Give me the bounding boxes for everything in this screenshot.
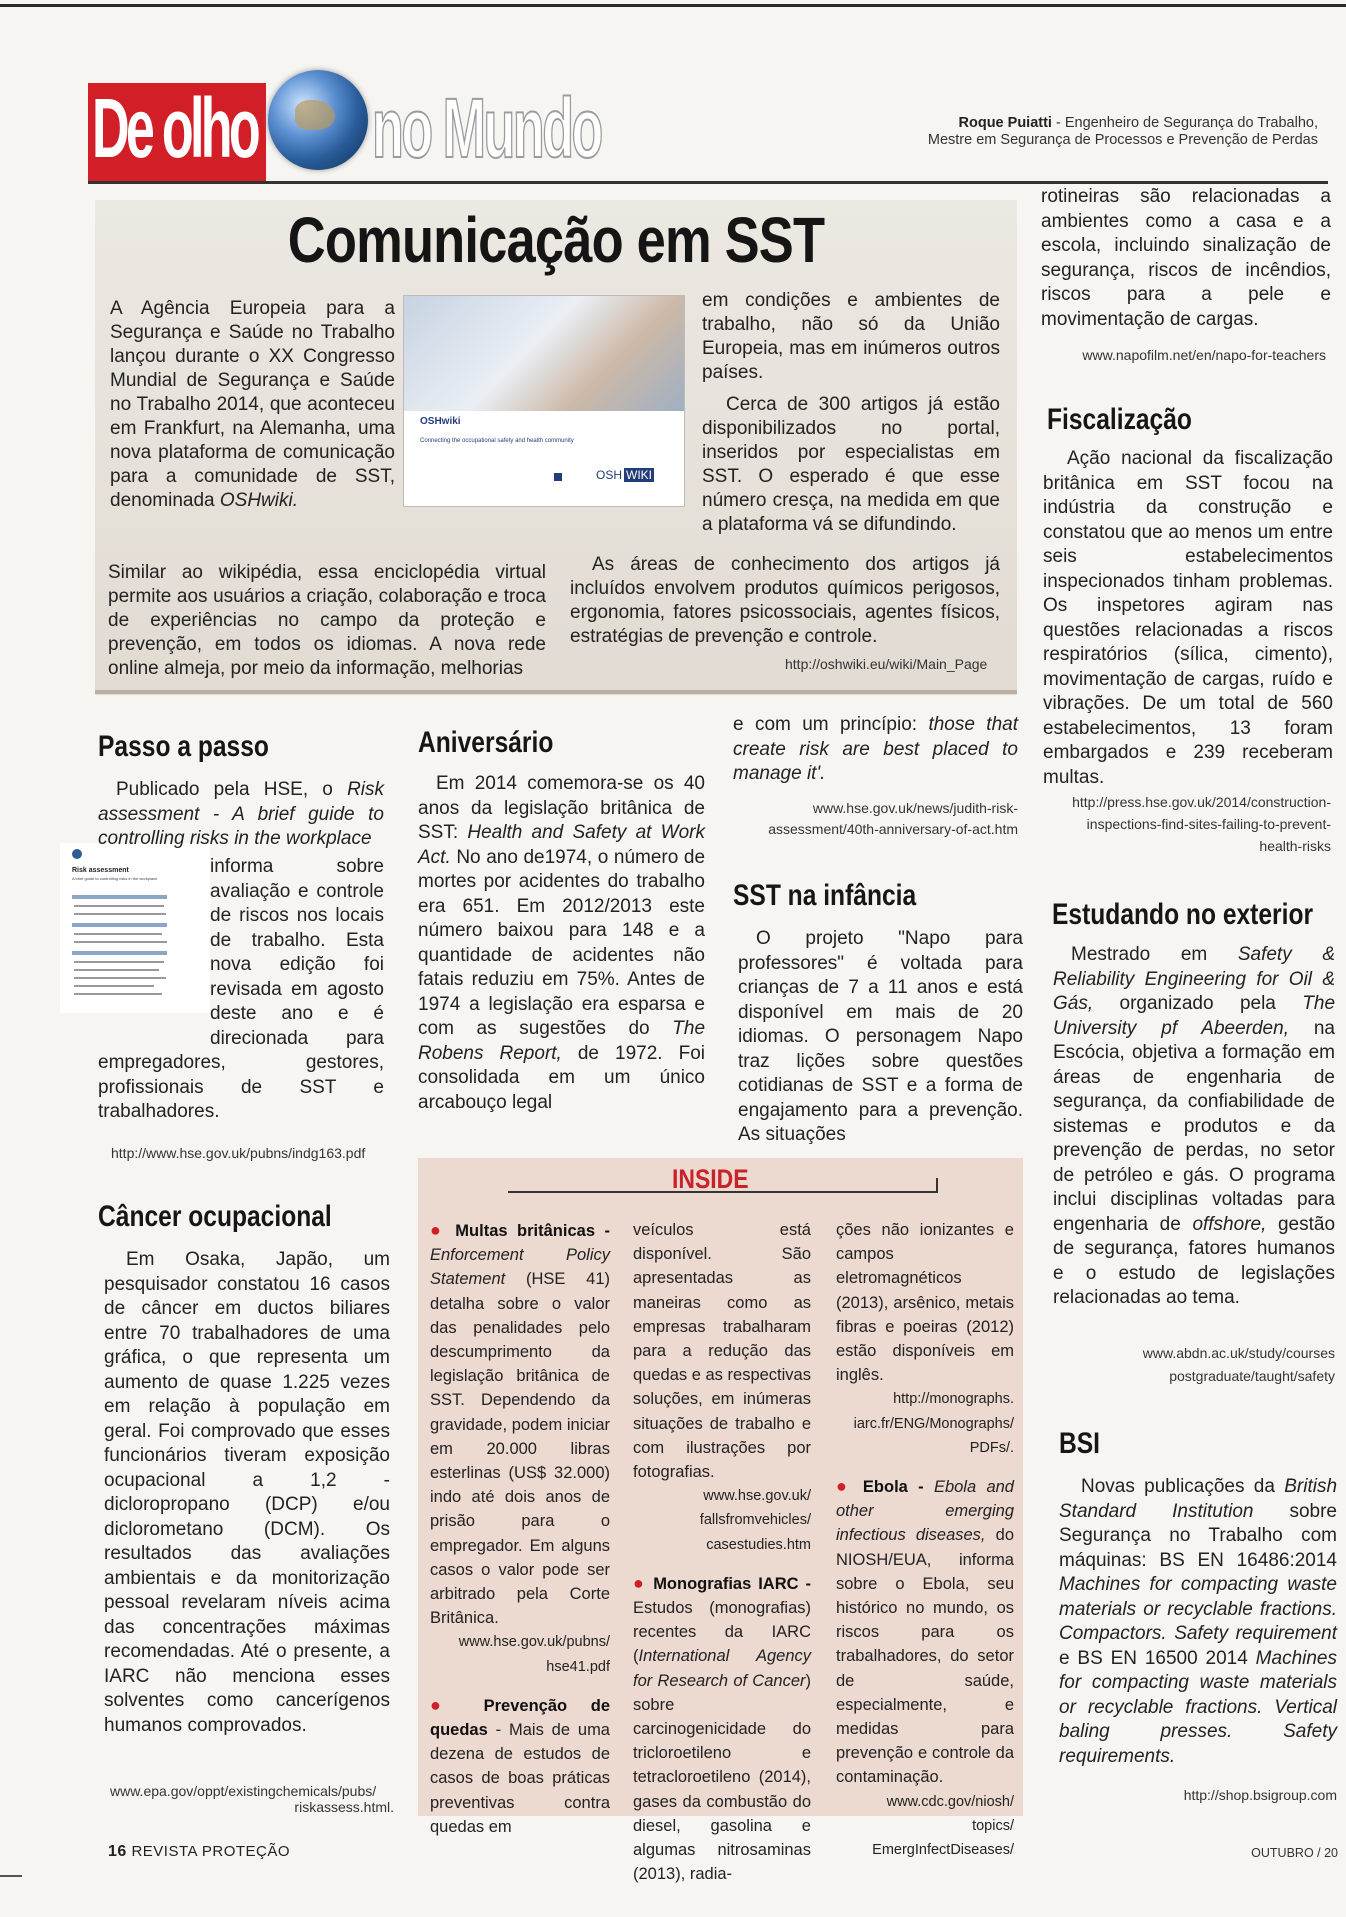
crop-mark [0, 1875, 22, 1877]
passo-heading: Passo a passo [98, 730, 269, 763]
estudando-url[interactable] [1041, 1342, 1335, 1388]
prev-text-cont: veículos está disponível. São apresentadas as maneiras como as empresas trabalharam para a redução das quedas e as respectivas soluções, em inúmeras situações de trabalho e com ilustrações por fotografias. [633, 1221, 811, 1482]
fiscalizacao-url-2[interactable]: inspections-find-sites-failing-to-prevent- [1086, 816, 1331, 832]
bullet-icon: ● [836, 1476, 853, 1497]
multas-italic: Enforcement Policy Statement [430, 1246, 610, 1289]
infancia-url[interactable]: www.napofilm.net/en/napo-for-teachers [1082, 347, 1326, 363]
screenshot-tagline: Connecting the occupational safety and health community [420, 438, 574, 444]
magazine-name: REVISTA PROTEÇÃO [131, 1843, 291, 1860]
aniversario-t1: Em 2014 comemora-se os 40 anos da legislação britânica de SST: [418, 773, 705, 843]
inside-tag: INSIDE [672, 1164, 749, 1194]
estudando-text [1053, 943, 1335, 1311]
author-role-1: - Engenheiro de Segurança do Trabalho, [1051, 115, 1318, 131]
iarc-title: Monografias IARC - [653, 1574, 811, 1593]
iarc-text-cont: ções não ionizantes e campos eletromagnéticos (2013), arsênico, metais fibras e poeiras (2012) estão disponíveis em inglês. [836, 1221, 1014, 1385]
estudando-t2: organizado pela [1119, 993, 1276, 1014]
estudando-heading: Estudando no exterior [1052, 898, 1314, 931]
aniversario-url-1[interactable]: www.hse.gov.uk/news/judith-risk- [812, 800, 1018, 816]
feature-url[interactable]: http://oshwiki.eu/wiki/Main_Page [785, 656, 988, 672]
keyboard-hands-image [404, 296, 684, 411]
prev-url-2[interactable]: fallsfromvehicles/ [699, 1512, 811, 1529]
feature-title: Comunicação em SST [287, 204, 825, 276]
ebola-text: do NIOSH/EUA, informa sobre o Ebola, seu histórico no mundo, os riscos para os trabalhadores, do setor de saúde, especialmente, e medidas para prevenção e controle da contaminação. [836, 1526, 1014, 1787]
estudando-t1-italic: Safety & Reliability Engineering for Oil & Gás, [1053, 944, 1335, 1014]
masthead-rule [88, 181, 1328, 184]
bsi-heading: BSI [1059, 1427, 1101, 1460]
bsi-t3: e BS EN 16500 2014 [1059, 1647, 1248, 1669]
bsi-t1: Novas publicações da [1081, 1476, 1275, 1497]
passo-text-1: Publicado pela HSE, o [116, 779, 333, 800]
ebola-url-3[interactable]: EmergInfectDiseases/ [872, 1842, 1014, 1859]
cancer-url[interactable] [110, 1783, 396, 1815]
author-byline [928, 115, 1318, 149]
aniversario-t2-italic: The Robens Report, [418, 1018, 706, 1064]
passo-text-b-wrap [98, 855, 384, 1125]
multas-title: Multas britânicas - [455, 1222, 610, 1240]
bsi-t2: sobre Segurança no Trabalho com máquinas: BS EN 16486:2014 [1059, 1500, 1337, 1571]
estudando-t2-italic: The University pf Abeerden, [1053, 993, 1336, 1039]
aniversario-t1-italic: Health and Safety at Work Act. [418, 822, 705, 868]
prev-url-1[interactable]: www.hse.gov.uk/ [703, 1488, 811, 1505]
thumb-subtitle: A brief guide to controlling risks in the workplace [72, 876, 158, 881]
passo-italic: Risk assessment - A brief guide to controlling risks in the workplace [98, 779, 385, 849]
passo-url[interactable]: http://www.hse.gov.uk/pubns/indg163.pdf [111, 1145, 366, 1161]
page-footer [108, 1843, 290, 1861]
ebola-italic: Ebola and other emerging infectious diseases, [836, 1478, 1014, 1545]
infancia-text-cont: rotineiras são relacionadas a ambientes como a casa e a escola, incluindo sinalização de segurança, riscos de incêndios, riscos para a pele e movimentação de cargas. [1041, 186, 1331, 330]
feature-right-2: Cerca de 300 artigos já estão disponibilizados no portal, inseridos por especialistas em SST. O esperado é que esse número cresça, na medida em que a plataforma vá se difundindo. [702, 394, 1000, 535]
feature-right-3: As áreas de conhecimento dos artigos já incluídos envolvem produtos químicos perigosos, ergonomia, fatores psicossociais, agentes físicos, estratégias de prevenção e controle. [570, 554, 1000, 647]
infancia-text: O projeto "Napo para professores" é voltada para crianças de 7 a 11 anos e está disponível em mais de 20 idiomas. O personagem Napo traz lições sobre questões cotidianas de SST e a forma de engajamento para a prevenção. As situações [738, 928, 1023, 1145]
bsi-text [1059, 1475, 1337, 1769]
feature-right-1: em condições e ambientes de trabalho, não só da União Europeia, mas em inúmeros outros países. [702, 290, 1000, 383]
aniversario-heading: Aniversário [418, 726, 554, 759]
aniversario-t2: No ano de1974, o número de mortes por acidentes do trabalho era 651. Em 2012/2013 este número baixou para 148 e a quantidade de acidentes não fatais reduziu em 75%. Antes de 1974 a legislação era esparsa e com as sugestões do [418, 846, 706, 1039]
feature-box-shadow [95, 690, 1017, 694]
inside-multas [430, 1218, 610, 1630]
ebola-title: Ebola - [862, 1478, 924, 1497]
inside-col-3 [836, 1218, 1014, 1862]
thumb-title: Risk assessment [72, 867, 129, 874]
aniversario-text [418, 772, 705, 1115]
oshwiki-screenshot [403, 295, 685, 507]
estudando-url-1[interactable]: www.abdn.ac.uk/study/courses [1142, 1345, 1335, 1361]
issue-month: OUTUBRO / 20 [1251, 1846, 1338, 1860]
multas-url-1[interactable]: www.hse.gov.uk/pubns/ [458, 1634, 610, 1651]
top-rule [0, 4, 1346, 7]
author-name: Roque Puiatti [958, 115, 1052, 131]
hse-logo-icon [72, 849, 82, 859]
bsi-url[interactable]: http://shop.bsigroup.com [1183, 1787, 1337, 1803]
iarc-url-1[interactable]: http://monographs. [893, 1391, 1014, 1408]
estudando-t3-italic: offshore, [1192, 1213, 1267, 1235]
aniversario-url-2[interactable]: assessment/40th-anniversary-of-act.htm [768, 821, 1018, 837]
oshwiki-logo [594, 468, 654, 482]
prev-text: - Mais de uma dezena de estudos de casos de boas práticas preventivas contra quedas em [430, 1721, 610, 1836]
feature-left-top [110, 297, 395, 513]
cancer-heading: Câncer ocupacional [98, 1200, 332, 1233]
aniversario-cont [733, 713, 1018, 787]
iarc-text-2: ) sobre carcinogenicidade do tricloroetileno e tetracloroetileno (2014), gases da combustão do diesel, gasolina e algumas nitrosaminas (2013), radia- [633, 1671, 811, 1884]
aniversario-t4-italic: those that create risk are best placed to manage it'. [733, 714, 1018, 784]
page-number: 16 [108, 1843, 127, 1860]
inside-rule-tick [936, 1178, 938, 1192]
multas-text: (HSE 41) detalha sobre o valor das penalidades pelo descumprimento da legislação britânica de SST. Dependendo da gravidade, podem iniciar em 20.000 libras esterlinas (US$ 32.000) indo até dois anos de prisão para o empregador. Em alguns casos o valor pode ser arbitrado pela Corte Britânica. [430, 1270, 610, 1628]
passo-text-a [98, 778, 384, 852]
estudando-t3: na Escócia, objetiva a formação em áreas de engenharia de segurança, da confiabilidade de sistemas e produtos e da prevenção de perdas, no setor de petróleo e gás. O programa inclui disciplinas voltadas para engenharia de [1053, 1017, 1335, 1235]
feature-left-1-italic: OSHwiki. [219, 490, 298, 511]
feature-left-2: Similar ao wikipédia, essa enciclopédia virtual permite aos usuários a criação, colaboração e troca de experiências no campo da proteção e prevenção, em todos os idiomas. A nova rede online almeja, por meio da informação, melhorias [108, 562, 546, 679]
bullet-icon: ● [430, 1694, 460, 1715]
inside-col-2 [633, 1218, 811, 1886]
cancer-text: Em Osaka, Japão, um pesquisador constatou 16 casos de câncer em ductos biliares entre 70 trabalhadores de uma gráfica, o que representa um aumento de quase 1.225 vezes em relação à população em geral. Foi comprovado que esses funcionários tiveram exposição ocupacional a 1,2 - dicloropropano (DCP) e/ou diclorometano (DCM). Os resultados das avaliações ambientais e da monitorização pessoal revelaram níveis acima das concentrações máximas recomendadas. Até o presente, a IARC não menciona esses solventes como cancerígenos humanos comprovados. [104, 1249, 390, 1736]
fiscalizacao-url[interactable] [1041, 791, 1331, 857]
inside-prev [430, 1693, 610, 1839]
estudando-url-2[interactable]: postgraduate/taught/safety [1169, 1368, 1335, 1384]
bullet-icon: ● [430, 1220, 446, 1240]
author-role-2: Mestre em Segurança de Processos e Prevenção de Perdas [927, 132, 1318, 148]
iarc-url-2[interactable]: iarc.fr/ENG/Monographs/ [853, 1415, 1014, 1432]
masthead-title-gray: no Mundo [372, 81, 601, 175]
globe-land-shape [295, 100, 335, 130]
aniversario-url[interactable] [733, 798, 1018, 840]
inside-ebola [836, 1474, 1014, 1790]
inside-iarc [633, 1571, 811, 1887]
bsi-t3-italic: Machines for compacting waste materials or recyclable fractions. Vertical baling presses. Safety requirements. [1059, 1647, 1337, 1767]
eu-flag-icon [554, 473, 562, 481]
bullet-icon: ● [633, 1572, 647, 1593]
iarc-text-1: Estudos (monografias) recentes da IARC ( [633, 1599, 811, 1666]
aniversario-t3: de 1972. Foi consolidada em um único arcabouço legal [418, 1042, 705, 1113]
passo-text-b: informa sobre avaliação e controle de riscos nos locais de trabalho. Esta nova edição foi revisada em agosto deste ano e é direcionada para empregadores, gestores, profissionais de SST e trabalhadores. [98, 856, 384, 1122]
prev-title: Prevenção de quedas [430, 1696, 611, 1740]
multas-url-2[interactable]: hse41.pdf [546, 1658, 610, 1675]
fiscalizacao-text: Ação nacional da fiscalização britânica em SST focou na indústria da construção e constatou que ao menos um entre seis estabelecimentos inspecionados tinham problemas. Os inspetores agiram nas questões relacionadas a riscos respiratórios (sílica, cimento), movimentação de cargas, ruído e vibrações. De um total de 560 estabelecimentos, 13 foram embargados e 239 receberam multas. [1043, 448, 1333, 788]
estudando-t4: gestão de segurança, fatores humanos e o estudo de legislações relacionadas ao tema. [1053, 1213, 1336, 1308]
bsi-t2-italic: Machines for compacting waste materials or recyclable fractions. Compactors. Safety requirement [1059, 1574, 1337, 1644]
feature-left-1: A Agência Europeia para a Segurança e Saúde no Trabalho lançou durante o XX Congresso Mundial de Segurança e Saúde no Trabalho 2014, que aconteceu em Frankfurt, na Alemanha, uma nova plataforma de comunicação para a comunidade de SST, denominada [110, 298, 395, 511]
ebola-url-2[interactable]: topics/ [972, 1817, 1014, 1834]
iarc-url-3[interactable]: PDFs/. [969, 1439, 1014, 1456]
ebola-url-1[interactable]: www.cdc.gov/niosh/ [886, 1793, 1014, 1810]
cancer-url-1[interactable]: www.epa.gov/oppt/existingchemicals/pubs/ [110, 1783, 377, 1799]
logo-part-b: WIKI [626, 468, 653, 482]
prev-url-3[interactable]: casestudies.htm [706, 1536, 811, 1553]
aniversario-t4: e com um princípio: [733, 714, 918, 735]
fiscalizacao-heading: Fiscalização [1047, 403, 1192, 436]
infancia-heading: SST na infância [733, 879, 917, 912]
passo-float [98, 855, 210, 1038]
cancer-url-2[interactable]: riskassess.html. [294, 1799, 394, 1815]
iarc-italic: International Agency for Research of Cancer [633, 1647, 811, 1690]
estudando-t1: Mestrado em [1071, 944, 1208, 965]
bsi-t1-italic: British Standard Institution [1059, 1476, 1338, 1522]
fiscalizacao-url-3[interactable]: health-risks [1259, 838, 1331, 854]
masthead-title-red: De olho [92, 81, 257, 175]
fiscalizacao-url-1[interactable]: http://press.hse.gov.uk/2014/construction- [1072, 794, 1331, 810]
logo-part-a: OSH [596, 468, 623, 482]
inside-col-1 [430, 1218, 610, 1839]
screenshot-brand: OSHwiki [420, 416, 461, 427]
